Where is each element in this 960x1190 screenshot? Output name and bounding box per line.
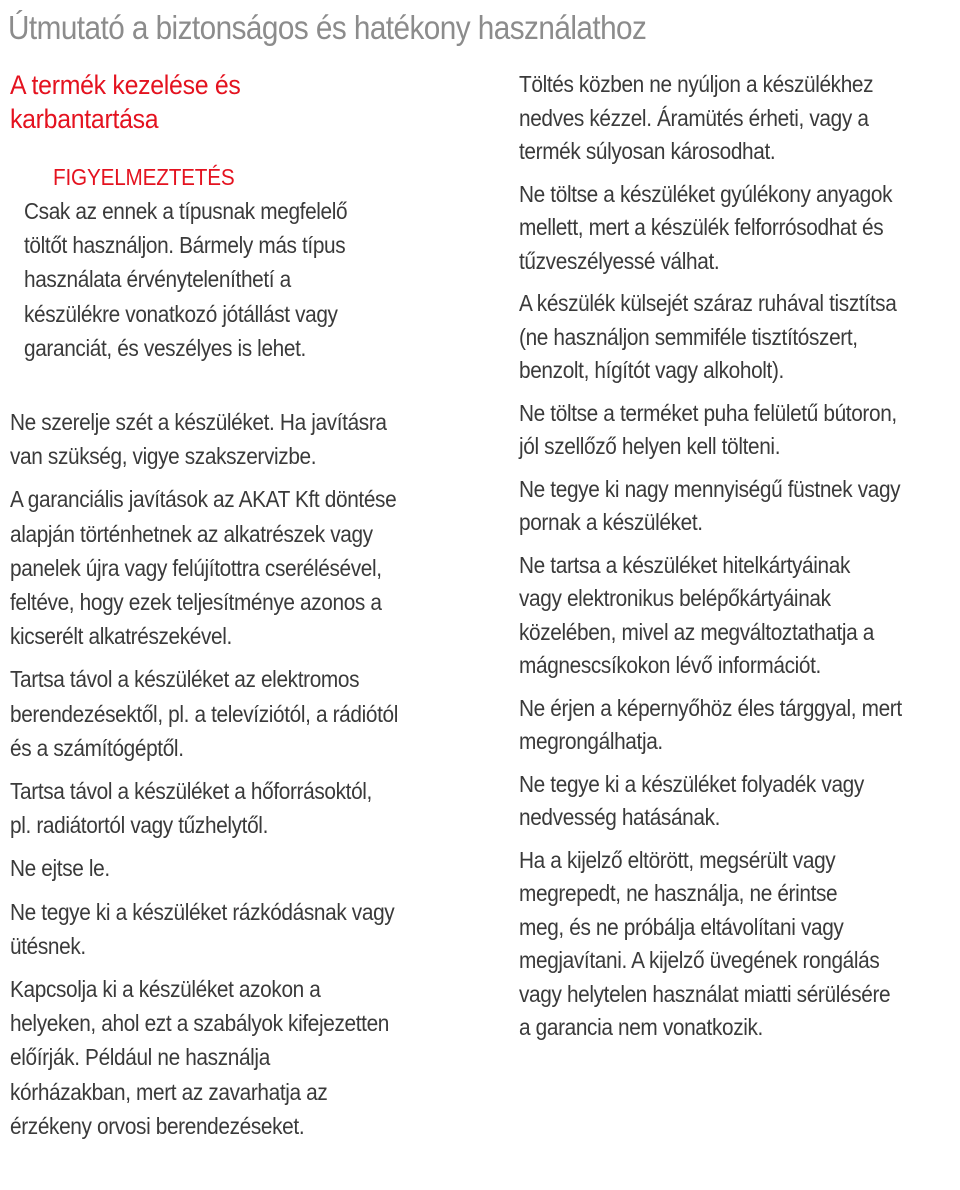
paragraph	[519, 68, 953, 169]
section-heading-line: karbantartása	[10, 104, 159, 134]
paragraph	[10, 482, 478, 653]
text-line: Ne töltse a készüléket gyúlékony anyagok	[519, 180, 893, 207]
text-line: megrongálhatja.	[519, 728, 663, 754]
text-line: Ha a kijelző eltörött, megsérült vagy	[519, 846, 836, 873]
text-line: nedvesség hatásának.	[519, 804, 721, 830]
text-line: Ne tartsa a készüléket hitelkártyáinak	[519, 551, 851, 578]
text-line: nedves kézzel. Áramütés érheti, vagy a	[519, 104, 869, 131]
text-line: Tartsa távol a készüléket az elektromos	[10, 666, 360, 693]
section-heading	[10, 68, 442, 136]
text-line: mágnescsíkokon lévő információt.	[519, 652, 821, 678]
paragraph	[10, 405, 478, 473]
right-paragraph-list	[519, 68, 955, 1045]
text-line: megjavítani. A kijelző üvegének rongálás	[519, 947, 880, 973]
text-line: Tartsa távol a készüléket a hőforrásoktól,	[10, 778, 372, 805]
text-line: előírják. Például ne használja	[10, 1044, 270, 1071]
left-column	[10, 68, 480, 1152]
text-line: vagy helytelen használat miatti sérülésére	[519, 980, 891, 1007]
warning-title: FIGYELMEZTETÉS	[53, 164, 235, 190]
text-line: használata érvényteleníthetí a	[24, 266, 291, 293]
text-line: van szükség, vigye szakszervizbe.	[10, 443, 317, 470]
text-line: töltőt használjon. Bármely más típus	[24, 232, 346, 259]
text-line: tűzveszélyessé válhat.	[519, 247, 720, 274]
text-line: pornak a készüléket.	[519, 509, 703, 535]
text-line: A készülék külsejét száraz ruhával tisztítsa	[519, 290, 897, 316]
text-line: közelében, mivel az megváltoztathatja a	[519, 618, 874, 645]
section-heading-line: A termék kezelése és	[10, 70, 241, 100]
text-line: A garanciális javítások az AKAT Kft döntése	[10, 486, 397, 513]
text-line: termék súlyosan károsodhat.	[519, 138, 776, 164]
text-line: a garancia nem vonatkozik.	[519, 1014, 763, 1040]
paragraph	[519, 287, 953, 388]
text-line: érzékeny orvosi berendezéseket.	[10, 1112, 305, 1139]
paragraph	[10, 851, 478, 885]
text-line: benzolt, hígítót vagy alkoholt).	[519, 357, 784, 383]
paragraph	[519, 844, 953, 1045]
page-title: Útmutató a biztonságos és hatékony használathoz	[8, 9, 647, 46]
text-line: Ne tegye ki a készüléket folyadék vagy	[519, 770, 864, 797]
paragraph	[10, 895, 478, 963]
text-line: feltéve, hogy ezek teljesítménye azonos a	[10, 589, 382, 616]
text-line: megrepedt, ne használja, ne érintse	[519, 880, 838, 906]
text-line: Ne tegye ki nagy mennyiségű füstnek vagy	[519, 475, 901, 502]
text-line: Ne ejtse le.	[10, 855, 110, 882]
paragraph	[519, 549, 953, 683]
text-line: alapján történhetnek az alkatrészek vagy	[10, 520, 373, 547]
warning-body	[24, 194, 492, 365]
text-line: Ne töltse a terméket puha felületű bútoron,	[519, 399, 897, 426]
text-line: Ne érjen a képernyőhöz éles tárggyal, mert	[519, 694, 902, 721]
paragraph	[519, 397, 953, 464]
paragraph	[10, 972, 478, 1143]
text-line: Töltés közben ne nyúljon a készülékhez	[519, 71, 874, 97]
text-line: Csak az ennek a típusnak megfelelő	[24, 198, 348, 224]
text-line: Ne tegye ki a készüléket rázkódásnak vagy	[10, 898, 395, 925]
text-line: pl. radiátortól vagy tűzhelytől.	[10, 812, 268, 839]
text-line: készülékre vonatkozó jótállást vagy	[24, 300, 338, 327]
text-line: Ne szerelje szét a készüléket. Ha javításra	[10, 409, 387, 436]
text-line: (ne használjon semmiféle tisztítószert,	[519, 323, 858, 350]
left-paragraph-list	[10, 405, 480, 1143]
text-line: vagy elektronikus belépőkártyáinak	[519, 585, 831, 611]
paragraph	[10, 774, 478, 842]
text-line: helyeken, ahol ezt a szabályok kifejezetten	[10, 1010, 390, 1037]
text-line: ütésnek.	[10, 932, 86, 959]
text-line: garanciát, és veszélyes is lehet.	[24, 334, 306, 361]
right-column	[519, 68, 955, 1054]
text-line: mellett, mert a készülék felforrósodhat és	[519, 214, 884, 240]
text-line: és a számítógéptől.	[10, 734, 184, 761]
text-line: meg, és ne próbálja eltávolítani vagy	[519, 913, 844, 940]
text-line: kórházakban, mert az zavarhatja az	[10, 1078, 328, 1105]
paragraph	[519, 692, 953, 759]
paragraph	[519, 178, 953, 279]
text-line: kicserélt alkatrészekével.	[10, 623, 232, 650]
paragraph	[519, 473, 953, 540]
text-line: panelek újra vagy felújítottra cserélésével,	[10, 554, 382, 581]
text-line: Kapcsolja ki a készüléket azokon a	[10, 976, 321, 1003]
text-line: berendezésektől, pl. a televíziótól, a rádiótól	[10, 700, 398, 727]
text-line: jól szellőző helyen kell tölteni.	[519, 433, 781, 459]
paragraph	[10, 662, 478, 765]
paragraph	[519, 768, 953, 835]
